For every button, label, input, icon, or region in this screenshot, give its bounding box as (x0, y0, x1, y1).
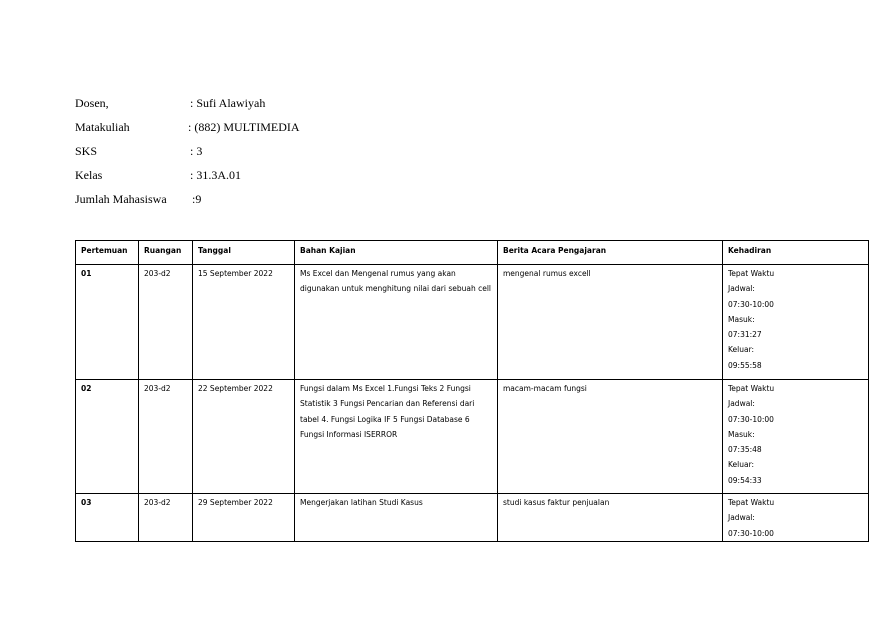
kehadiran-line: 07:31:27 (728, 330, 762, 340)
cell-tanggal: 15 September 2022 (193, 265, 295, 380)
cell-berita-acara: studi kasus faktur penjualan (498, 494, 723, 542)
cell-ruangan: 203-d2 (139, 494, 193, 542)
kehadiran-line: 09:55:58 (728, 360, 762, 370)
info-value: : 31.3A.01 (190, 168, 241, 182)
kehadiran-line: 07:35:48 (728, 445, 762, 455)
cell-berita-acara: mengenal rumus excell (498, 265, 723, 380)
attendance-table (75, 240, 869, 542)
info-label: Matakuliah (75, 120, 130, 134)
column-header-pertemuan: Pertemuan (76, 241, 139, 265)
kehadiran-line: Masuk: (728, 429, 755, 439)
cell-pertemuan: 02 (76, 380, 139, 494)
info-value: : 3 (190, 144, 203, 158)
table-header-row (76, 241, 869, 265)
info-value: :9 (192, 192, 202, 206)
cell-kehadiran (723, 494, 869, 542)
table-row (76, 265, 869, 380)
cell-bahan-kajian: Fungsi dalam Ms Excel 1.Fungsi Teks 2 Fungsi Statistik 3 Fungsi Pencarian dan Referensi dari tabel 4. Fungsi Logika IF 5 Fungsi Database 6 Fungsi Informasi ISERROR (295, 380, 498, 494)
column-header-bahan-kajian: Bahan Kajian (295, 241, 498, 265)
info-label: SKS (75, 144, 98, 158)
kehadiran-line: 07:30-10:00 (728, 299, 774, 309)
info-value: : Sufi Alawiyah (190, 96, 266, 110)
column-header-kehadiran: Kehadiran (723, 241, 869, 265)
info-label: Kelas (75, 168, 103, 182)
kehadiran-line: Jadwal: (728, 284, 755, 294)
kehadiran-line: Jadwal: (728, 513, 755, 523)
kehadiran-line: 09:54:33 (728, 475, 762, 485)
kehadiran-line: Keluar: (728, 345, 755, 355)
cell-bahan-kajian: Mengerjakan latihan Studi Kasus (295, 494, 498, 542)
column-header-tanggal: Tanggal (193, 241, 295, 265)
column-header-ruangan: Ruangan (139, 241, 193, 265)
cell-tanggal: 22 September 2022 (193, 380, 295, 494)
cell-pertemuan: 03 (76, 494, 139, 542)
kehadiran-line: Masuk: (728, 314, 755, 324)
kehadiran-line: Tepat Waktu (728, 269, 775, 278)
kehadiran-line: Keluar: (728, 460, 755, 470)
column-header-berita-acara: Berita Acara Pengajaran (498, 241, 723, 265)
kehadiran-line: 07:30-10:00 (728, 414, 774, 424)
cell-tanggal: 29 September 2022 (193, 494, 295, 542)
cell-kehadiran (723, 265, 869, 380)
table-row (76, 380, 869, 494)
kehadiran-line: Tepat Waktu (728, 384, 775, 393)
info-label: Jumlah Mahasiswa (75, 192, 167, 206)
kehadiran-line: 07:30-10:00 (728, 528, 774, 538)
cell-berita-acara: macam-macam fungsi (498, 380, 723, 494)
info-value: : (882) MULTIMEDIA (188, 120, 300, 134)
cell-ruangan: 203-d2 (139, 380, 193, 494)
cell-kehadiran (723, 380, 869, 494)
kehadiran-line: Tepat Waktu (728, 498, 775, 507)
cell-bahan-kajian: Ms Excel dan Mengenal rumus yang akan digunakan untuk menghitung nilai dari sebuah cell (295, 265, 498, 380)
table-row (76, 494, 869, 542)
kehadiran-line: Jadwal: (728, 399, 755, 409)
info-label: Dosen, (75, 96, 109, 110)
cell-ruangan: 203-d2 (139, 265, 193, 380)
cell-pertemuan: 01 (76, 265, 139, 380)
